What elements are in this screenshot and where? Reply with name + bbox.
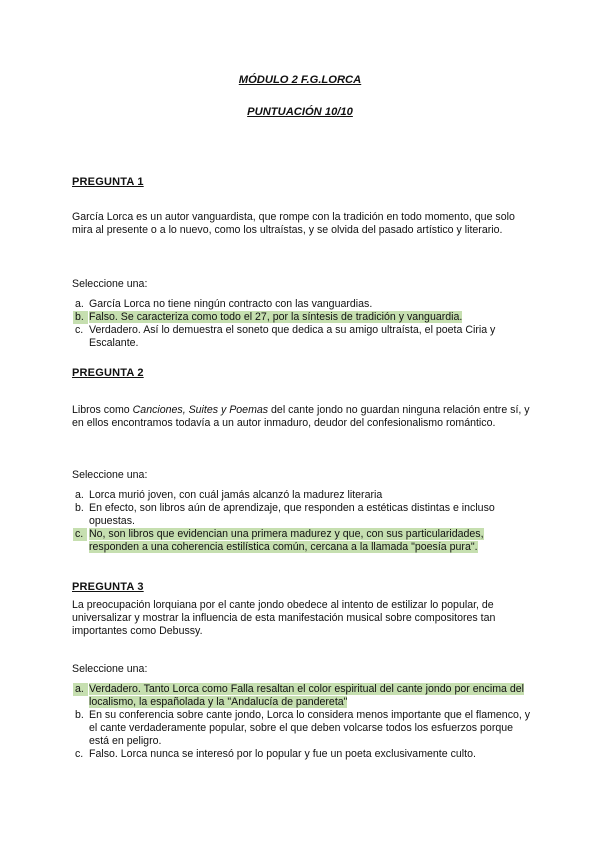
question-1-options: [72, 298, 532, 350]
option-text: Falso. Se caracteriza como todo el 27, por la síntesis de tradición y vanguardia.: [89, 311, 463, 323]
question-1-option-a[interactable]: [72, 298, 532, 311]
question-3-heading: PREGUNTA 3: [72, 581, 144, 593]
option-letter: a.: [73, 683, 88, 696]
score-title: PUNTUACIÓN 10/10: [247, 106, 353, 118]
question-2-options: [72, 489, 532, 554]
question-3-option-c[interactable]: [72, 748, 532, 761]
question-2-prompt: Seleccione una:: [72, 469, 148, 481]
option-text: No, son libros que evidencian una primera madurez y que, con sus particularidades, responden a una coherencia estilística común, cercana a la llamada "poesía pura".: [89, 528, 484, 553]
question-1-prompt: Seleccione una:: [72, 278, 148, 290]
option-letter: b.: [75, 709, 84, 721]
question-2-option-c-selected[interactable]: [72, 528, 532, 554]
stem-italic-titles: Canciones, Suites y Poemas: [132, 404, 269, 416]
option-text: Verdadero. Tanto Lorca como Falla resaltan el color espiritual del cante jondo por encima del localismo, la españolada y la "Andalucía de pandereta": [89, 683, 524, 708]
question-3-stem: La preocupación lorquiana por el cante jondo obedece al intento de estilizar lo popular, de universalizar y mostrar la influencia de esta manifestación musical sobre compositores tan importantes como Debussy.: [72, 599, 496, 637]
question-1-heading: PREGUNTA 1: [72, 176, 144, 188]
option-text: En efecto, son libros aún de aprendizaje, que responden a estéticas distintas e incluso opuestas.: [89, 502, 495, 527]
question-3-options: [72, 683, 532, 761]
question-2-option-a[interactable]: [72, 489, 532, 502]
option-text: Verdadero. Así lo demuestra el soneto que dedica a su amigo ultraísta, el poeta Ciria y Escalante.: [89, 324, 496, 349]
option-text: García Lorca no tiene ningún contracto con las vanguardias.: [89, 298, 373, 310]
option-text: En su conferencia sobre cante jondo, Lorca lo considera menos importante que el flamenco, y el cante verdaderamente popular, sobre el que deben volcarse todos los esfuerzos porque está en peligro.: [89, 709, 531, 747]
option-letter: b.: [73, 311, 88, 324]
question-3-option-b[interactable]: [72, 709, 532, 748]
option-letter: b.: [75, 502, 84, 514]
question-1-stem: García Lorca es un autor vanguardista, que rompe con la tradición en todo momento, que solo mira al presente o a lo nuevo, como los ultraístas, y se olvida del pasado artístico y literario.: [72, 211, 515, 236]
option-letter: c.: [75, 324, 84, 336]
question-2-option-b[interactable]: [72, 502, 532, 528]
question-2-heading: PREGUNTA 2: [72, 367, 144, 379]
option-text: Lorca murió joven, con cuál jamás alcanzó la madurez literaria: [89, 489, 383, 501]
option-letter: a.: [75, 489, 84, 501]
stem-suffix: del cante jondo no guardan ninguna relación entre sí, y en ellos encontramos todavía a un autor inmaduro, deudor del confesionalismo romántico.: [72, 404, 530, 429]
stem-prefix: Libros como: [72, 404, 133, 416]
option-letter: c.: [73, 528, 87, 541]
question-1-option-b-selected[interactable]: [72, 311, 532, 324]
question-2-stem: [72, 404, 532, 430]
question-3-prompt: Seleccione una:: [72, 663, 148, 675]
document-title: MÓDULO 2 F.G.LORCA: [238, 74, 362, 86]
option-letter: c.: [75, 748, 84, 760]
option-text: Falso. Lorca nunca se interesó por lo popular y fue un poeta exclusivamente culto.: [89, 748, 476, 760]
option-letter: a.: [75, 298, 84, 310]
question-3-option-a-selected[interactable]: [72, 683, 532, 709]
question-1-option-c[interactable]: [72, 324, 532, 350]
